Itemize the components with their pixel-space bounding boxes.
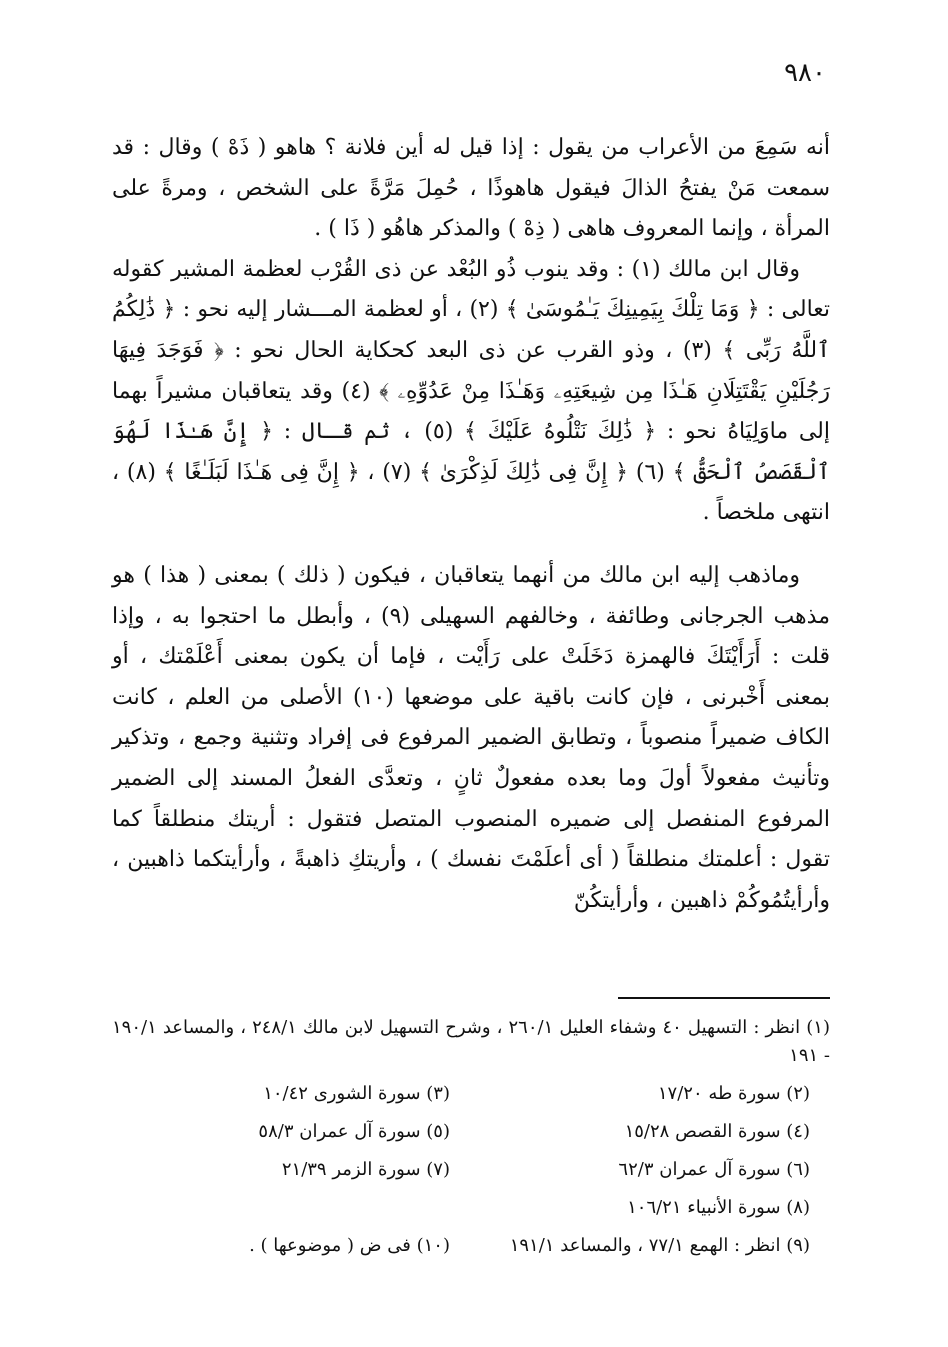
- paragraph: وماذهب إليه ابن مالك من أنهما يتعاقبان ، فيكون ( ذلك ) بمعنى ( هذا ) هو مذهب الجرجانى وطائفة ، وخالفهم السهيلى (٩) ، وأبطل ما احتجوا به ، وإذا قلت : أَرَأَيْتَكَ فالهمزة دَخَلَتْ على رَأَيْت ، فإما أن يكون بمعنى أَعْلَمْتك ، أو بمعنى أَخْبرنى ، فإن كانت باقية على موضعها (١٠) الأصلى من العلم ، كانت الكاف ضميراً منصوباً ، وتطابق الضمير المرفوع فى إفراد وتثنية وجمع ، وتذكير وتأنيث مفعولاً أولَ وما بعده مفعولٌ ثانٍ ، وتعدَّى الفعلُ المسند إلى الضمير المرفوع المنفصل إلى ضميره المنصوب المتصل فتقول : أريتك منطلقاً كما تقول : أعلمتك منطلقاً ( أى أعلَمْتَ نفسك ) ، وأريتكِ ذاهبةً ، وأرأيتكما ذاهبين ، وأرأيتُمُوكُمْ ذاهبين ، وأرأيتكُنّ: [112, 562, 830, 913]
- page-number: ٩٨٠: [784, 58, 826, 88]
- footnote: (٧) سورة الزمر ٢١/٣٩: [281, 1159, 450, 1180]
- footnote-row: [112, 1156, 830, 1194]
- footnote-grid: [112, 1080, 830, 1270]
- footnote: (١) انظر : التسهيل ٤٠ وشفاء العليل ٢٦٠/١ ، وشرح التسهيل لابن مالك ٢٤٨/١ ، والمساعد ١٩٠/١ - ١٩١: [112, 1017, 830, 1066]
- paragraph: وقال ابن مالك (١) : وقد ينوب ذُو البُعْد عن ذى القُرْب لعظمة المشير كقوله تعالى : ﴿ وَمَا تِلْكَ بِيَمِينِكَ يَـٰمُوسَىٰ ﴾ (٢) ، أو لعظمة المـــشار إليه نحو : ﴿ ذَٰلِكُمُ ٱللَّهُ رَبِّى ﴾ (٣) ، وذو القرب عن ذى البعد كحكاية الحال نحو : ﴿ فَوَجَدَ فِيهَا رَجُلَيْنِ يَقْتَتِلَانِ هَـٰذَا مِن شِيعَتِهِۦ وَهَـٰذَا مِنْ عَدُوِّهِۦ ﴾ (٤) وقد يتعاقبان مشيراً بهما إلى ماوَلِيَاهُ نحو : ﴿ ذَٰلِكَ نَتْلُوهُ عَلَيْكَ ﴾ (٥) ، ثم قـال : ﴿ إِنَّ هَـٰذَا لَهُوَ ٱلْقَصَصُ ٱلْحَقُّ ﴾ (٦) ﴿ إِنَّ فِى ذَٰلِكَ لَذِكْرَىٰ ﴾ (٧) ، ﴿ إِنَّ فِى هَـٰذَا لَبَلَـٰغًا ﴾ (٨) ، انتهى ملخصاً .: [112, 256, 831, 526]
- footnote: (١٠) فى ض ( موضوعها ) .: [249, 1235, 450, 1256]
- footnote: (٣) سورة الشورى ١٠/٤٢: [263, 1083, 450, 1104]
- footnote: (٢) سورة طه ١٧/٢٠: [657, 1083, 810, 1104]
- main-text: [112, 128, 830, 921]
- footnotes: [112, 1014, 830, 1270]
- footnote: (٥) سورة آل عمران ٥٨/٣: [258, 1121, 450, 1142]
- footnote-row: [112, 1232, 830, 1270]
- paragraph: أنه سَمِعَ من الأعراب من يقول : إذا قيل له أين فلانة ؟ هاهو ( ذَهْ ) وقال : قد سمعت مَنْ يفتحُ الذالَ فيقول هاهوذًا ، حُمِلَ مَرَّةً على الشخص ، ومرةً على المرأة ، وإنما المعروف هاهى ( ذِهْ ) والمذكر هاهُو ( ذَا ) .: [112, 135, 830, 242]
- footnote-row: [112, 1194, 830, 1232]
- footnote-row: [112, 1118, 830, 1156]
- footnote-row: [112, 1080, 830, 1118]
- footnote-separator: [618, 997, 830, 999]
- footnote: (٨) سورة الأنبياء ١٠٦/٢١: [627, 1197, 810, 1218]
- footnote: (٩) انظر : الهمع ٧٧/١ ، والمساعد ١٩١/١: [509, 1235, 810, 1256]
- footnote: (٦) سورة آل عمران ٦٢/٣: [618, 1159, 810, 1180]
- footnote: (٤) سورة القصص ١٥/٢٨: [624, 1121, 810, 1142]
